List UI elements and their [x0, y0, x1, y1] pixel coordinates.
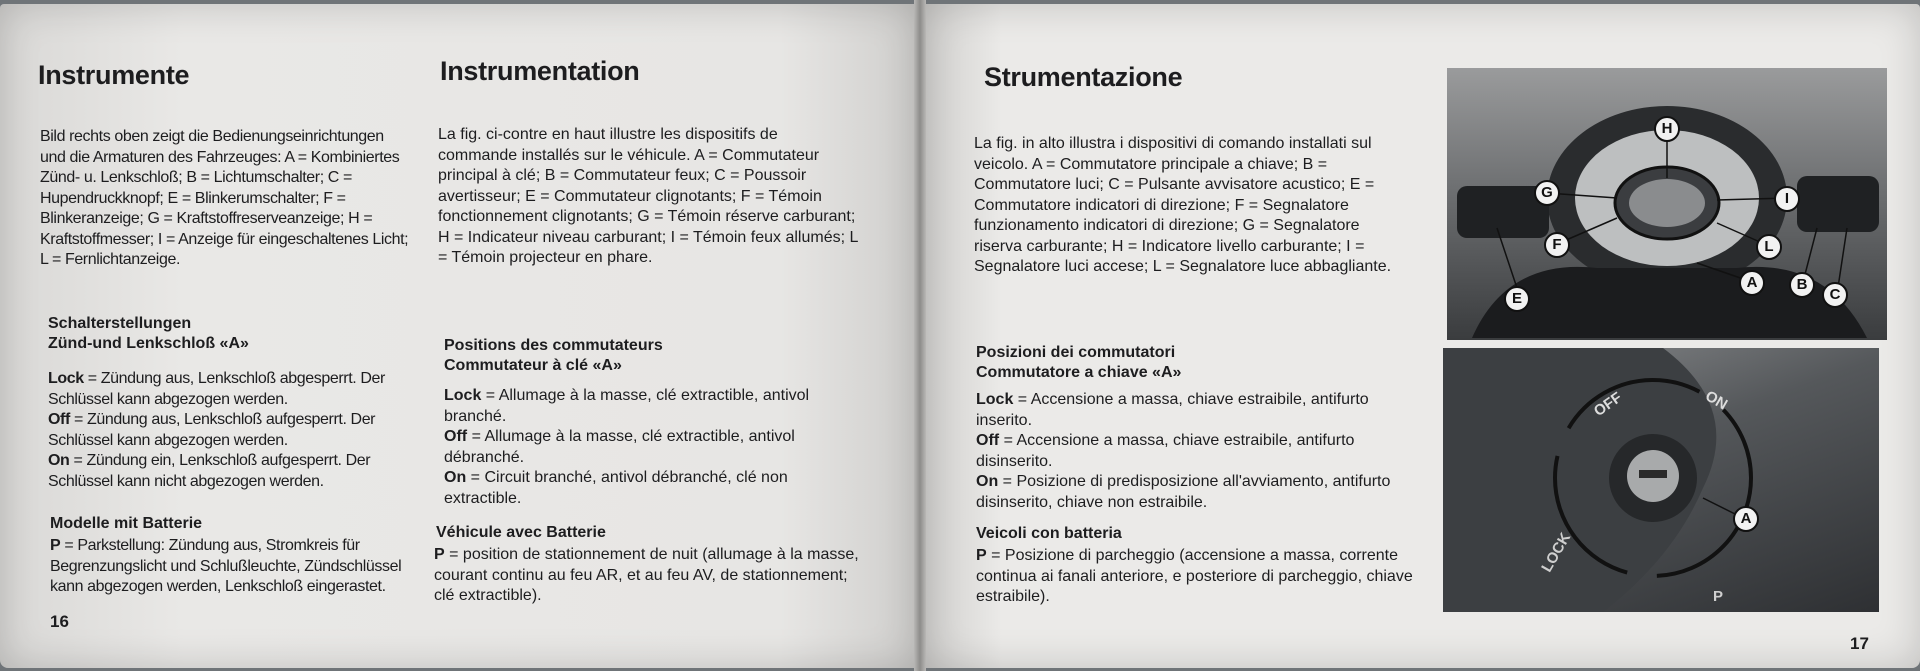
german-title: Instrumente [38, 60, 190, 90]
battery-key: P [976, 547, 987, 564]
french-position-off [444, 427, 864, 468]
position-text: = Zündung aus, Lenkschloß aufgesperrt. Der Schlüssel kann abgezogen werden. [48, 411, 376, 449]
position-text: = Accensione a massa, chiave estraibile, antifurto disinserito. [976, 432, 1355, 470]
italian-switch-heading-line1: Posizioni dei commutatori [976, 344, 1176, 361]
label-on: ON [1702, 387, 1731, 414]
battery-text: = position de stationnement de nuit (allumage à la masse, courant continu au feu AR, et au feu AV, de stationnement; clé extractible). [434, 546, 859, 604]
french-switch-heading [444, 336, 844, 376]
book-gutter [914, 0, 926, 671]
callout-h: H [1654, 116, 1680, 142]
position-key: Lock [976, 391, 1014, 408]
battery-key: P [50, 537, 61, 554]
position-text: = Accensione a massa, chiave estraibile, antifurto inserito. [976, 391, 1369, 429]
callout-f: F [1544, 232, 1570, 258]
callout-e: E [1504, 286, 1530, 312]
french-battery-heading: Véhicule avec Batterie [436, 524, 606, 541]
position-text: = Allumage à la masse, clé extractible, antivol débranché. [444, 428, 795, 466]
page-number-left: 16 [50, 612, 69, 631]
figure-handlebar-photo [1447, 68, 1887, 340]
label-lock: LOCK [1538, 529, 1575, 576]
label-p: P [1713, 588, 1724, 605]
french-positions [444, 386, 864, 509]
ignition-drawing [1443, 348, 1879, 612]
french-position-on [444, 468, 864, 509]
position-text: = Posizione di predisposizione all'avviamento, antifurto disinserito, chiave non estraibile. [976, 473, 1391, 511]
page-number-right: 17 [1850, 634, 1869, 653]
german-position-on [48, 451, 414, 492]
battery-key: P [434, 546, 445, 563]
position-text: = Zündung aus, Lenkschloß abgesperrt. Der Schlüssel kann abgezogen werden. [48, 370, 385, 408]
french-battery-entry [434, 545, 864, 607]
figure-ignition-photo [1443, 348, 1879, 612]
speedometer-face [1629, 179, 1705, 227]
italian-positions [976, 390, 1408, 513]
callout-i: I [1774, 186, 1800, 212]
callout-b: B [1789, 272, 1815, 298]
key-slot [1639, 470, 1667, 478]
callout-l: L [1756, 234, 1782, 260]
italian-title: Strumentazione [984, 62, 1183, 92]
position-key: On [444, 469, 467, 486]
position-key: Off [48, 411, 70, 428]
french-title: Instrumentation [440, 56, 640, 86]
callout-a: A [1739, 270, 1765, 296]
german-intro: Bild rechts oben zeigt die Bedienungseinrichtungen und die Armaturen des Fahrzeuges: A = Kombiniertes Zünd- u. Lenkschloß; B = Lichtumschalter; C = Hupendruckknopf; E = Blinkerumschalter; F = Blinkeranzeige; G = Kraftstoffreserveanzeige; H = Kraftstoffmesser; I = Anzeige für eingeschaltenes Licht; L = Fernlichtanzeige. [40, 128, 409, 268]
position-key: On [48, 452, 70, 469]
position-text: = Zündung ein, Lenkschloß aufgesperrt. Der Schlüssel kann nicht abgezogen werden. [48, 452, 371, 490]
german-battery-entry [50, 536, 412, 598]
german-switch-heading-line2: Zünd-und Lenkschloß «A» [48, 335, 249, 352]
german-switch-heading-line1: Schalterstellungen [48, 315, 192, 332]
french-switch-heading-line2: Commutateur à clé «A» [444, 357, 622, 374]
position-key: Lock [444, 387, 482, 404]
label-off: OFF [1590, 388, 1626, 421]
position-text: = Allumage à la masse, clé extractible, antivol branché. [444, 387, 810, 425]
italian-position-lock [976, 390, 1408, 431]
italian-position-on [976, 472, 1408, 513]
italian-battery-entry [976, 546, 1414, 608]
right-grip-switch [1797, 176, 1879, 232]
german-positions [48, 369, 414, 492]
position-key: Off [976, 432, 1000, 449]
position-text: = Circuit branché, antivol débranché, clé non extractible. [444, 469, 788, 507]
german-position-lock [48, 369, 414, 410]
callout-g: G [1534, 180, 1560, 206]
position-key: Lock [48, 370, 84, 387]
battery-text: = Parkstellung: Zündung aus, Stromkreis für Begrenzungslicht und Schlußleuchte, Zündschlüssel kann abgezogen werden, Lenkschloß eingerastet. [50, 537, 402, 595]
german-position-off [48, 410, 414, 451]
italian-switch-heading-line2: Commutatore a chiave «A» [976, 364, 1182, 381]
battery-text: = Posizione di parcheggio (accensione a massa, corrente continua ai fanali anteriore, e posteriore di parcheggio, chiave estraibile). [976, 547, 1413, 605]
french-intro: La fig. ci-contre en haut illustre les dispositifs de commande installés sur le véhicule. A = Commutateur principal à clé; B = Commutateur feux; C = Poussoir avertisseur; E = Commutateur clignotants; F = Témoin fonctionnement clignotants; G = Témoin réserve carburant; H = Indicateur niveau carburant; I = Témoin feux allumés; L = Témoin projecteur en phare. [438, 126, 858, 266]
french-position-lock [444, 386, 864, 427]
callout-a-ignition: A [1733, 506, 1759, 532]
italian-battery-heading: Veicoli con batteria [976, 525, 1122, 542]
italian-intro: La fig. in alto illustra i dispositivi di comando installati sul veicolo. A = Commutatore principale a chiave; B = Commutatore luci; C = Pulsante avvisatore acustico; E = Commutatore indicatori di direzione; F = Segnalatore funzionamento indicatori di direzione; G = Segnalatore riserva carburante; H = Indicatore livello carburante; I = Segnalatore luci accese; L = Segnalatore luce abbagliante. [974, 135, 1392, 275]
german-switch-heading [48, 314, 398, 354]
german-battery-heading: Modelle mit Batterie [50, 515, 203, 532]
french-switch-heading-line1: Positions des commutateurs [444, 337, 663, 354]
position-key: Off [444, 428, 468, 445]
callout-c: C [1822, 282, 1848, 308]
italian-switch-heading [976, 343, 1396, 383]
italian-position-off [976, 431, 1408, 472]
position-key: On [976, 473, 999, 490]
